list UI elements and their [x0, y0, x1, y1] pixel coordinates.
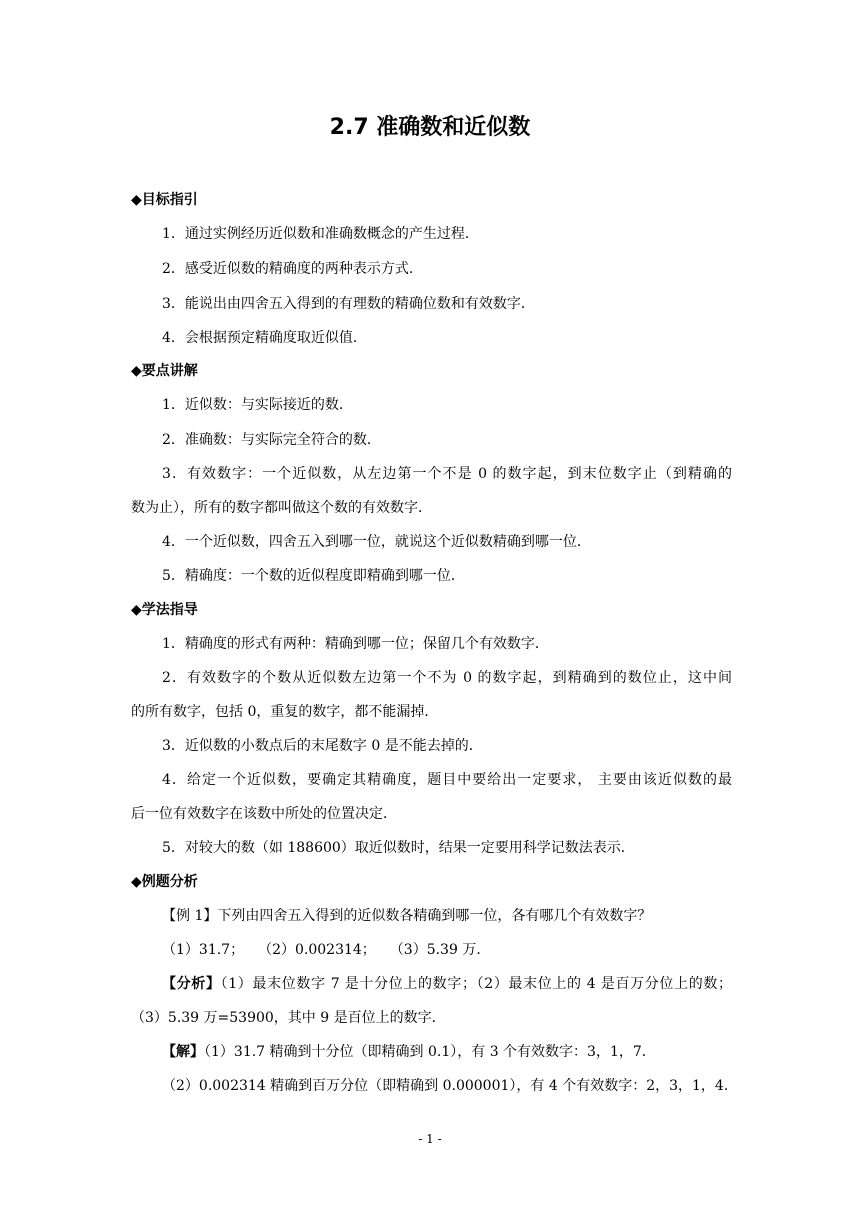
goal-item: 4．会根据预定精确度取近似值．	[162, 330, 367, 346]
study-guide-item: 2．有效数字的个数从近似数左边第一个不为 0 的数字起，到精确到的数位止，这中间	[162, 670, 732, 686]
analysis-line	[162, 974, 732, 994]
goal-item: 1．通过实例经历近似数和准确数概念的产生过程．	[162, 226, 479, 242]
analysis-continuation: （3）5.39 万=53900，其中 9 是百位上的数字．	[131, 1010, 446, 1026]
study-guide-item-continuation: 的所有数字，包括 0，重复的数字，都不能漏掉．	[131, 704, 439, 720]
goal-item: 3．能说出由四舍五入得到的有理数的精确位数和有效数字．	[162, 296, 535, 312]
key-point-item-continuation: 数为止），所有的数字都叫做这个数的有效数字．	[131, 500, 432, 516]
page-number: - 1 -	[418, 1132, 442, 1146]
solution-label: 【解】	[162, 1044, 204, 1060]
study-guide-item-continuation: 后一位有效数字在该数中所处的位置决定．	[131, 806, 397, 822]
section-heading-key-points: ◆要点讲解	[131, 363, 198, 379]
goal-item: 2．感受近似数的精确度的两种表示方式．	[162, 261, 423, 277]
key-point-item: 5．精确度：一个数的近似程度即精确到哪一位．	[162, 568, 465, 584]
study-guide-item: 4．给定一个近似数，要确定其精确度，题目中要给出一定要求， 主要由该近似数的最	[162, 772, 732, 788]
section-heading-study-guide: ◆学法指导	[131, 602, 198, 618]
study-guide-item: 1．精确度的形式有两种：精确到哪一位；保留几个有效数字．	[162, 636, 549, 652]
section-heading-goals: ◆目标指引	[131, 192, 198, 208]
section-heading-examples: ◆例题分析	[131, 874, 198, 890]
key-point-item: 4．一个近似数，四舍五入到哪一位，就说这个近似数精确到哪一位．	[162, 534, 591, 550]
example-question	[162, 906, 732, 926]
study-guide-item: 5．对较大的数（如 188600）取近似数时，结果一定要用科学记数法表示．	[162, 840, 635, 856]
key-point-item: 1．近似数：与实际接近的数．	[162, 397, 353, 413]
key-point-item: 2．准确数：与实际完全符合的数．	[162, 432, 381, 448]
analysis-text: （1）最末位数字 7 是十分位上的数字；（2）最末位上的 4 是百万分位上的数；	[220, 976, 732, 992]
page-title: 2.7 准确数和近似数	[329, 115, 531, 140]
key-point-item: 3．有效数字：一个近似数，从左边第一个不是 0 的数字起，到末位数字止（到精确的	[162, 466, 732, 482]
solution-line	[162, 1042, 732, 1062]
example-label: 【例 1】	[162, 908, 218, 924]
solution-continuation: （2）0.002314 精确到百万分位（即精确到 0.000001），有 4 个有效数字：2，3，1，4．	[162, 1078, 738, 1094]
analysis-label: 【分析】	[162, 976, 221, 992]
example-subitems: （1）31.7； （2）0.002314； （3）5.39 万．	[162, 942, 491, 958]
solution-text: （1）31.7 精确到十分位（即精确到 0.1），有 3 个有效数字：3，1，7．	[204, 1044, 656, 1060]
study-guide-item: 3．近似数的小数点后的末尾数字 0 是不能去掉的．	[162, 738, 483, 754]
example-text: 下列由四舍五入得到的近似数各精确到哪一位，各有哪几个有效数字？	[217, 908, 652, 924]
